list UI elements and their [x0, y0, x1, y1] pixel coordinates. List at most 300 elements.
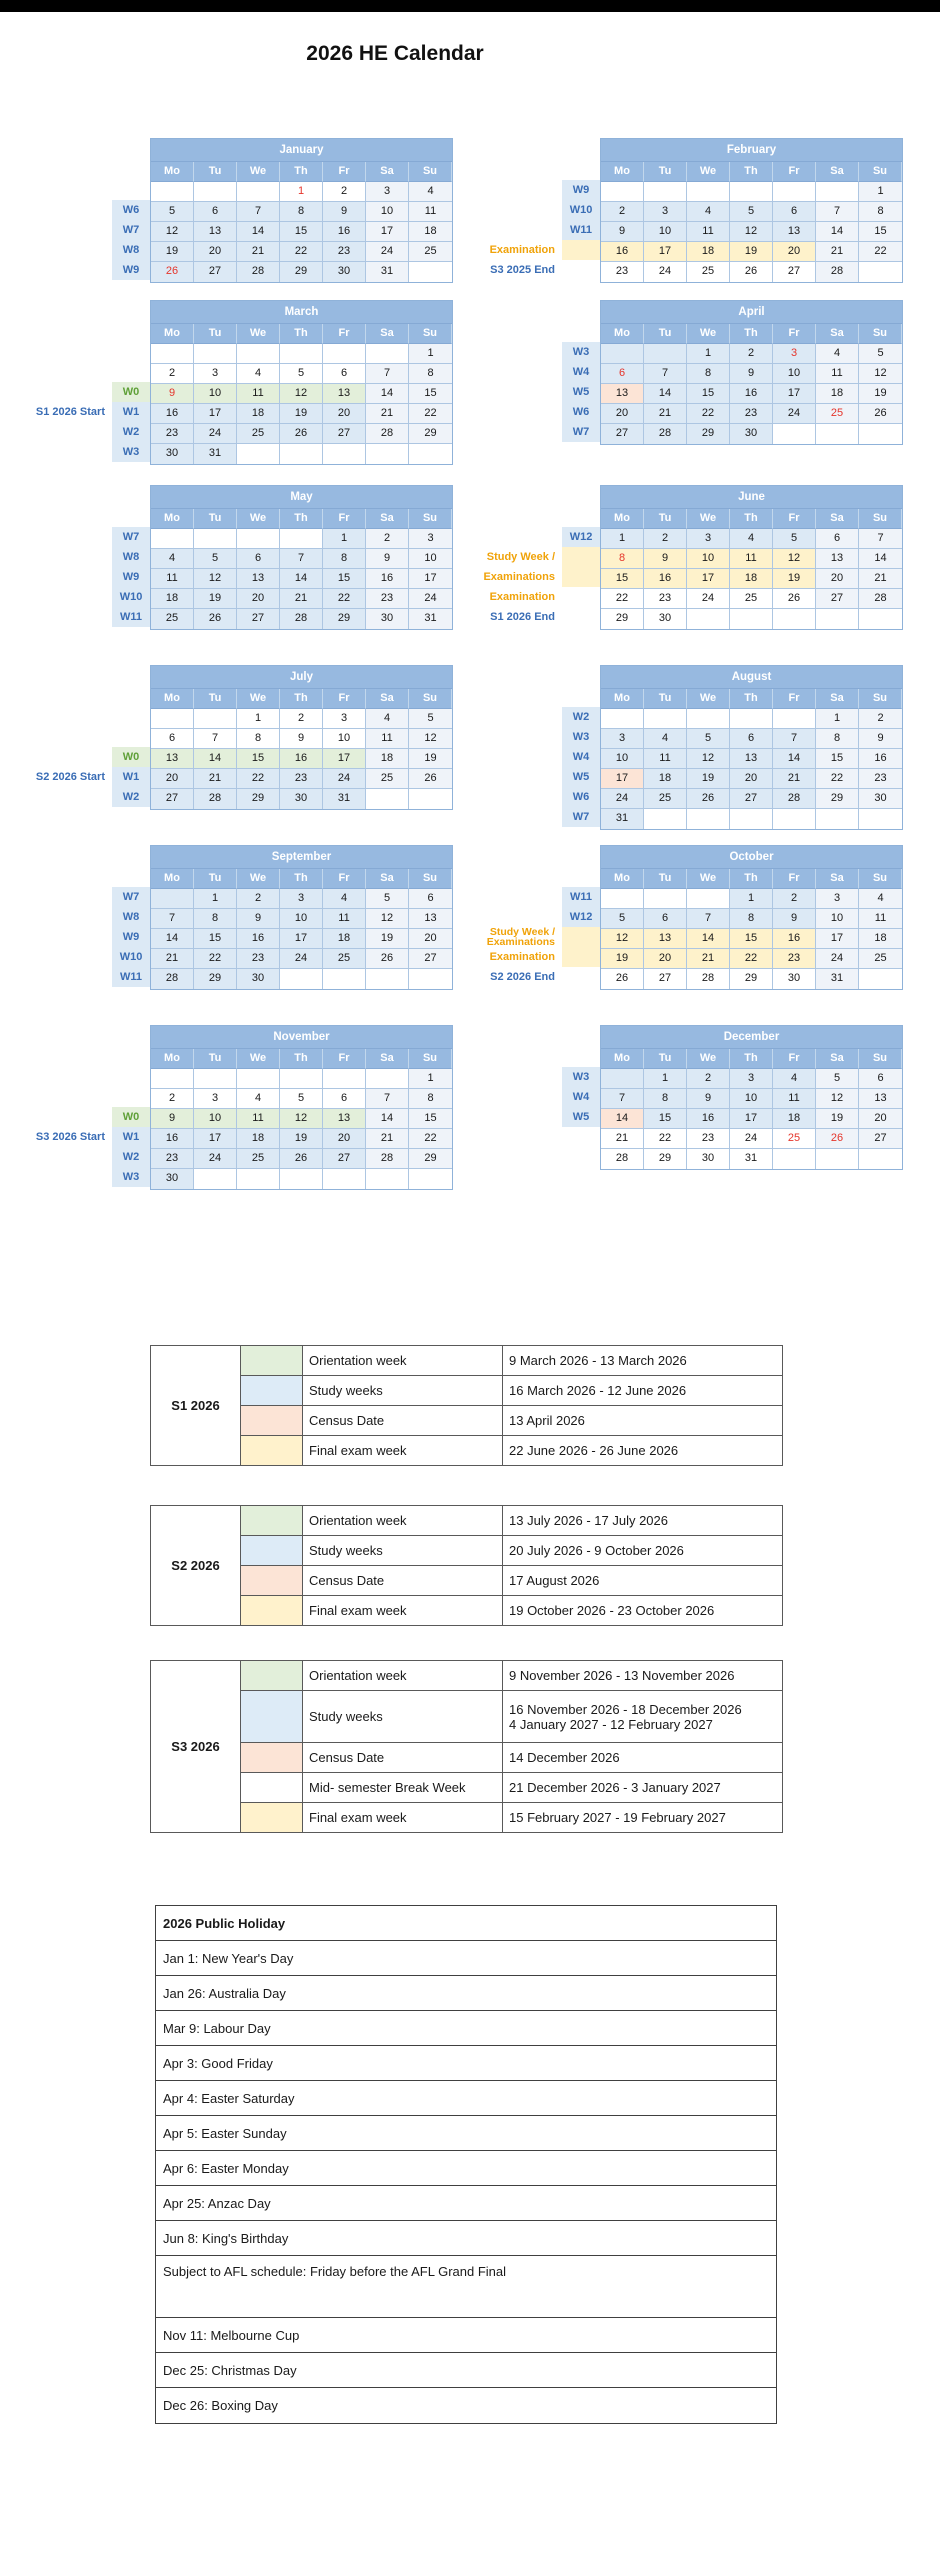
- day-cell: 16: [323, 222, 366, 242]
- week-label: W4: [562, 747, 600, 767]
- semester-row-dates: [503, 1773, 783, 1803]
- week-label: W9: [112, 567, 150, 587]
- day-cell: 13: [151, 749, 194, 769]
- date-row: [151, 1129, 452, 1149]
- week-label: W11: [562, 220, 600, 240]
- outside-label-line: Examinations: [486, 936, 555, 948]
- day-cell: 28: [366, 1149, 409, 1169]
- semester-row-label: Orientation week: [303, 1346, 503, 1376]
- weekday-header-cell: Th: [730, 162, 773, 182]
- day-cell: 19: [730, 242, 773, 262]
- day-cell: 13: [773, 222, 816, 242]
- day-cell: 14: [151, 929, 194, 949]
- month-title: December: [601, 1026, 902, 1049]
- day-cell: 27: [730, 789, 773, 809]
- outside-label: [453, 402, 562, 422]
- outside-label: [453, 767, 562, 787]
- weekday-header-cell: Sa: [366, 1049, 409, 1069]
- day-cell: 22: [194, 949, 237, 969]
- semester-row: [151, 1346, 783, 1376]
- weekday-header-cell: Su: [409, 509, 452, 529]
- day-cell: 13: [323, 384, 366, 404]
- weekday-header-cell: We: [237, 869, 280, 889]
- day-cell: 27: [409, 949, 452, 969]
- semester-row-label: Mid- semester Break Week: [303, 1773, 503, 1803]
- outside-label: [453, 807, 562, 827]
- day-cell: [237, 529, 280, 549]
- day-cell: [280, 444, 323, 464]
- day-cell: 20: [409, 929, 452, 949]
- dates-line: 20 July 2026 - 9 October 2026: [509, 1543, 684, 1558]
- day-cell: 31: [194, 444, 237, 464]
- day-cell: [730, 709, 773, 729]
- day-cell: 10: [730, 1089, 773, 1109]
- week-label: W6: [562, 402, 600, 422]
- week-label: W4: [562, 362, 600, 382]
- week-label: W6: [112, 200, 150, 220]
- date-row: [151, 769, 452, 789]
- day-cell: 3: [280, 889, 323, 909]
- week-label: W4: [562, 1087, 600, 1107]
- day-cell: 1: [644, 1069, 687, 1089]
- legend-swatch: [241, 1743, 303, 1773]
- date-row: [151, 929, 452, 949]
- day-cell: 4: [409, 182, 452, 202]
- outside-label: [453, 1147, 562, 1167]
- day-cell: 3: [601, 729, 644, 749]
- weekday-header-row: [151, 509, 452, 529]
- semester-row-label: Final exam week: [303, 1436, 503, 1466]
- outside-labels-column: [0, 887, 112, 987]
- weekday-header-cell: Tu: [194, 869, 237, 889]
- day-cell: 31: [730, 1149, 773, 1169]
- week-label: W7: [562, 807, 600, 827]
- dates-line: 19 October 2026 - 23 October 2026: [509, 1603, 715, 1618]
- day-cell: 29: [280, 262, 323, 282]
- day-cell: [601, 1069, 644, 1089]
- day-cell: [409, 262, 452, 282]
- date-row: [151, 262, 452, 282]
- weekday-header-cell: Tu: [194, 509, 237, 529]
- day-cell: 11: [730, 549, 773, 569]
- day-cell: 21: [601, 1129, 644, 1149]
- outside-labels-column: [453, 527, 562, 627]
- week-label: [562, 947, 600, 967]
- weekday-header-cell: Mo: [601, 869, 644, 889]
- day-cell: [644, 344, 687, 364]
- week-label: W0: [112, 1107, 150, 1127]
- day-cell: 18: [409, 222, 452, 242]
- semester-row: [151, 1536, 783, 1566]
- month-title: September: [151, 846, 452, 869]
- outside-label: [0, 1087, 112, 1107]
- week-label: [562, 967, 600, 987]
- day-cell: 29: [237, 789, 280, 809]
- day-cell: 20: [730, 769, 773, 789]
- outside-label: [0, 527, 112, 547]
- legend-swatch: [241, 1566, 303, 1596]
- day-cell: 19: [816, 1109, 859, 1129]
- day-cell: [816, 609, 859, 629]
- week-label: W1: [112, 402, 150, 422]
- day-cell: 2: [323, 182, 366, 202]
- month-title: July: [151, 666, 452, 689]
- day-cell: 16: [366, 569, 409, 589]
- month-calendar: [150, 665, 453, 810]
- day-cell: [859, 424, 902, 444]
- semester-row: [151, 1773, 783, 1803]
- day-cell: 6: [859, 1069, 902, 1089]
- day-cell: 8: [687, 364, 730, 384]
- outside-label: [453, 527, 562, 547]
- dates-line: 9 March 2026 - 13 March 2026: [509, 1353, 687, 1368]
- day-cell: 2: [644, 529, 687, 549]
- day-cell: 16: [773, 929, 816, 949]
- day-cell: [730, 809, 773, 829]
- day-cell: 17: [409, 569, 452, 589]
- day-cell: 27: [194, 262, 237, 282]
- date-row: [601, 202, 902, 222]
- semester-row: [151, 1436, 783, 1466]
- day-cell: [194, 344, 237, 364]
- day-cell: [859, 609, 902, 629]
- weekday-header-cell: We: [687, 1049, 730, 1069]
- week-label: W7: [112, 527, 150, 547]
- outside-label-line: Study Week /: [489, 926, 555, 938]
- weekday-header-cell: Mo: [601, 509, 644, 529]
- month-block-april: [453, 300, 903, 445]
- week-label: [112, 1087, 150, 1107]
- day-cell: 14: [366, 384, 409, 404]
- outside-label-line: S1 2026 End: [490, 610, 555, 623]
- day-cell: 11: [859, 909, 902, 929]
- day-cell: 3: [194, 1089, 237, 1109]
- day-cell: 14: [366, 1109, 409, 1129]
- day-cell: 13: [816, 549, 859, 569]
- day-cell: 18: [773, 1109, 816, 1129]
- day-cell: 1: [730, 889, 773, 909]
- week-label: W6: [562, 787, 600, 807]
- weekday-header-cell: Su: [859, 869, 902, 889]
- date-row: [151, 242, 452, 262]
- day-cell: 4: [323, 889, 366, 909]
- day-cell: 4: [730, 529, 773, 549]
- day-cell: 24: [644, 262, 687, 282]
- holiday-day-cell: 8: [601, 549, 644, 569]
- day-cell: 30: [151, 1169, 194, 1189]
- outside-label: [453, 200, 562, 220]
- month-block-october: [453, 845, 903, 990]
- day-cell: 28: [151, 969, 194, 989]
- day-cell: 3: [366, 182, 409, 202]
- day-cell: [773, 424, 816, 444]
- semester-row: [151, 1506, 783, 1536]
- day-cell: 13: [237, 569, 280, 589]
- weekday-header-cell: Th: [730, 324, 773, 344]
- day-cell: 26: [194, 609, 237, 629]
- week-labels-column: [112, 707, 150, 807]
- day-cell: [280, 1069, 323, 1089]
- week-label: [562, 1127, 600, 1147]
- day-cell: 20: [323, 404, 366, 424]
- date-row: [601, 222, 902, 242]
- week-label: [562, 587, 600, 607]
- day-cell: 21: [366, 404, 409, 424]
- day-cell: 25: [644, 789, 687, 809]
- dates-line: 13 April 2026: [509, 1413, 585, 1428]
- day-cell: 8: [409, 364, 452, 384]
- date-row: [151, 949, 452, 969]
- day-cell: 5: [409, 709, 452, 729]
- week-labels-column: [112, 1067, 150, 1187]
- weekday-header-cell: Mo: [601, 324, 644, 344]
- week-labels-column: [112, 527, 150, 627]
- weekday-header-cell: Tu: [644, 324, 687, 344]
- day-cell: 4: [237, 364, 280, 384]
- day-cell: 23: [151, 424, 194, 444]
- day-cell: 5: [366, 889, 409, 909]
- month-block-february: [453, 138, 903, 283]
- semester-row-label: Study weeks: [303, 1691, 503, 1743]
- day-cell: 6: [773, 202, 816, 222]
- day-cell: 18: [151, 589, 194, 609]
- day-cell: [601, 709, 644, 729]
- day-cell: 1: [601, 529, 644, 549]
- day-cell: 19: [773, 569, 816, 589]
- holiday-row: Apr 4: Easter Saturday: [156, 2081, 776, 2116]
- day-cell: [237, 444, 280, 464]
- weekday-header-cell: Th: [280, 509, 323, 529]
- legend-swatch: [241, 1436, 303, 1466]
- day-cell: 28: [194, 789, 237, 809]
- outside-label: [453, 967, 562, 987]
- date-row: [151, 182, 452, 202]
- date-row: [601, 709, 902, 729]
- month-calendar: [600, 300, 903, 445]
- dates-line: 16 March 2026 - 12 June 2026: [509, 1383, 687, 1398]
- month-block-march: [0, 300, 453, 465]
- semester-name: S2 2026: [151, 1506, 241, 1626]
- day-cell: [859, 1149, 902, 1169]
- day-cell: 30: [323, 262, 366, 282]
- day-cell: [409, 444, 452, 464]
- week-label: W11: [112, 607, 150, 627]
- date-row: [151, 1169, 452, 1189]
- day-cell: 3: [816, 889, 859, 909]
- date-row: [151, 889, 452, 909]
- day-cell: 15: [323, 569, 366, 589]
- weekday-header-row: [151, 162, 452, 182]
- month-block-december: [453, 1025, 903, 1170]
- week-label: W3: [562, 727, 600, 747]
- day-cell: 29: [323, 609, 366, 629]
- outside-label: [0, 907, 112, 927]
- week-label: W12: [562, 527, 600, 547]
- day-cell: 25: [151, 609, 194, 629]
- week-label: [112, 342, 150, 362]
- outside-label: [0, 180, 112, 200]
- day-cell: 24: [687, 589, 730, 609]
- day-cell: 12: [409, 729, 452, 749]
- day-cell: 20: [601, 404, 644, 424]
- outside-label-line: S2 2026 Start: [35, 770, 105, 783]
- day-cell: 20: [816, 569, 859, 589]
- day-cell: 1: [194, 889, 237, 909]
- day-cell: 12: [280, 384, 323, 404]
- outside-labels-column: [0, 342, 112, 462]
- outside-label-line: S2 2026 End: [490, 970, 555, 983]
- day-cell: 4: [773, 1069, 816, 1089]
- weekday-header-cell: Su: [859, 324, 902, 344]
- semester-row: [151, 1596, 783, 1626]
- day-cell: 15: [816, 749, 859, 769]
- semester-row-dates: [503, 1436, 783, 1466]
- month-calendar: [600, 138, 903, 283]
- weekday-header-cell: We: [687, 324, 730, 344]
- week-label: W8: [112, 907, 150, 927]
- day-cell: 23: [687, 1129, 730, 1149]
- day-cell: 9: [366, 549, 409, 569]
- legend-swatch: [241, 1773, 303, 1803]
- day-cell: 26: [280, 424, 323, 444]
- weekday-header-cell: Tu: [644, 869, 687, 889]
- weekday-header-cell: We: [237, 509, 280, 529]
- semester-row-dates: [503, 1406, 783, 1436]
- day-cell: 20: [194, 242, 237, 262]
- day-cell: 30: [280, 789, 323, 809]
- weekday-header-cell: Fr: [323, 324, 366, 344]
- day-cell: 20: [151, 769, 194, 789]
- day-cell: 17: [687, 569, 730, 589]
- week-label: W1: [112, 767, 150, 787]
- day-cell: 17: [323, 749, 366, 769]
- date-row: [151, 1109, 452, 1129]
- dates-line: 13 July 2026 - 17 July 2026: [509, 1513, 668, 1528]
- outside-label: [453, 422, 562, 442]
- day-cell: 7: [859, 529, 902, 549]
- day-cell: 8: [323, 549, 366, 569]
- day-cell: [194, 182, 237, 202]
- day-cell: 8: [237, 729, 280, 749]
- outside-label: [453, 927, 562, 947]
- day-cell: 20: [323, 1129, 366, 1149]
- day-cell: [859, 262, 902, 282]
- outside-label: [0, 927, 112, 947]
- public-holidays-table: [155, 1905, 777, 2424]
- legend-swatch: [241, 1506, 303, 1536]
- outside-label: [0, 240, 112, 260]
- day-cell: 12: [151, 222, 194, 242]
- semester-row-dates: [503, 1661, 783, 1691]
- day-cell: 7: [237, 202, 280, 222]
- day-cell: 23: [773, 949, 816, 969]
- outside-label-line: Study Week /: [486, 550, 555, 563]
- outside-label: [453, 547, 562, 567]
- weekday-header-cell: Sa: [366, 324, 409, 344]
- weekday-header-cell: We: [687, 509, 730, 529]
- day-cell: [687, 889, 730, 909]
- day-cell: 10: [194, 384, 237, 404]
- day-cell: 8: [644, 1089, 687, 1109]
- outside-label: [0, 1147, 112, 1167]
- weekday-header-cell: Mo: [601, 689, 644, 709]
- day-cell: 15: [409, 1109, 452, 1129]
- date-row: [601, 364, 902, 384]
- semester-row-label: Study weeks: [303, 1536, 503, 1566]
- day-cell: 9: [151, 1109, 194, 1129]
- date-row: [601, 809, 902, 829]
- holiday-row: Jan 26: Australia Day: [156, 1976, 776, 2011]
- holiday-day-cell: 3: [773, 344, 816, 364]
- day-cell: 26: [601, 969, 644, 989]
- day-cell: 4: [366, 709, 409, 729]
- weekday-header-cell: Sa: [366, 162, 409, 182]
- date-row: [601, 344, 902, 364]
- day-cell: 12: [366, 909, 409, 929]
- dates-line: 9 November 2026 - 13 November 2026: [509, 1668, 735, 1683]
- day-cell: [151, 1069, 194, 1089]
- outside-labels-column: [0, 180, 112, 280]
- weekday-header-cell: Su: [859, 509, 902, 529]
- day-cell: 22: [237, 769, 280, 789]
- week-label: W11: [112, 967, 150, 987]
- day-cell: 26: [687, 789, 730, 809]
- day-cell: 31: [601, 809, 644, 829]
- day-cell: 9: [687, 1089, 730, 1109]
- day-cell: [237, 182, 280, 202]
- day-cell: 27: [601, 424, 644, 444]
- day-cell: [151, 344, 194, 364]
- outside-label: [0, 422, 112, 442]
- day-cell: 6: [323, 364, 366, 384]
- holiday-row: Nov 11: Melbourne Cup: [156, 2318, 776, 2353]
- day-cell: 19: [409, 749, 452, 769]
- day-cell: 7: [816, 202, 859, 222]
- weekday-header-cell: Fr: [773, 1049, 816, 1069]
- month-title: April: [601, 301, 902, 324]
- day-cell: 9: [323, 202, 366, 222]
- outside-label: [453, 587, 562, 607]
- legend-swatch: [241, 1803, 303, 1833]
- day-cell: 13: [644, 929, 687, 949]
- outside-label: [453, 180, 562, 200]
- day-cell: 19: [601, 949, 644, 969]
- day-cell: [194, 529, 237, 549]
- day-cell: 10: [773, 364, 816, 384]
- weekday-header-cell: Fr: [773, 509, 816, 529]
- holiday-row: Subject to AFL schedule: Friday before the AFL Grand Final: [156, 2256, 776, 2318]
- weekday-header-cell: Fr: [323, 162, 366, 182]
- date-row: [601, 589, 902, 609]
- day-cell: 22: [687, 404, 730, 424]
- day-cell: 18: [323, 929, 366, 949]
- day-cell: 12: [773, 549, 816, 569]
- semester-row: [151, 1803, 783, 1833]
- day-cell: 1: [687, 344, 730, 364]
- day-cell: [859, 969, 902, 989]
- date-row: [601, 262, 902, 282]
- day-cell: 7: [280, 549, 323, 569]
- weekday-header-cell: Fr: [323, 509, 366, 529]
- date-row: [601, 549, 902, 569]
- week-labels-column: [562, 1067, 600, 1167]
- holiday-day-cell: 26: [151, 262, 194, 282]
- day-cell: [773, 1149, 816, 1169]
- day-cell: 5: [151, 202, 194, 222]
- day-cell: 27: [644, 969, 687, 989]
- day-cell: 21: [687, 949, 730, 969]
- day-cell: 28: [687, 969, 730, 989]
